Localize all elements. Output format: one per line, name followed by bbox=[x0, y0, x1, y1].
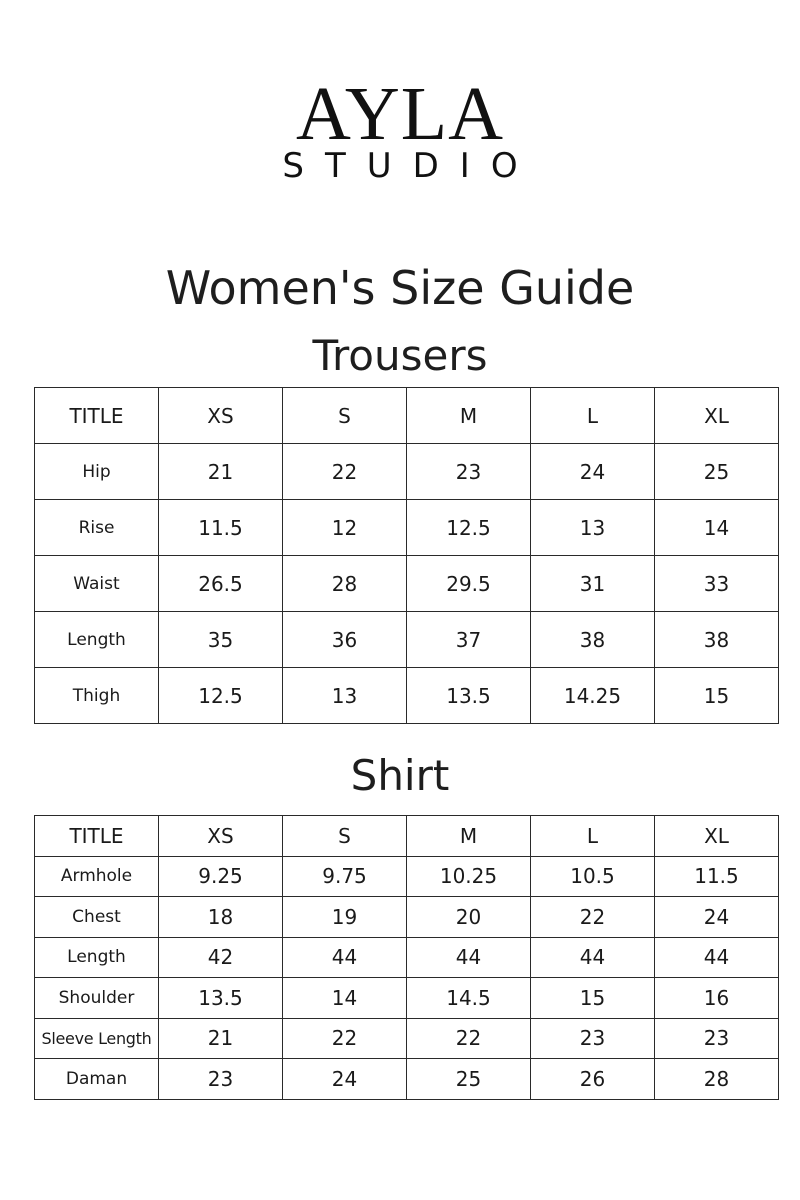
row-label: Daman bbox=[35, 1059, 159, 1100]
shirt-size-table bbox=[34, 815, 779, 1100]
row-label: Hip bbox=[35, 444, 159, 500]
row-label: Chest bbox=[35, 897, 159, 938]
table-cell: 42 bbox=[159, 937, 283, 978]
table-cell: 13 bbox=[283, 668, 407, 724]
table-cell: 23 bbox=[531, 1018, 655, 1059]
table-cell: 21 bbox=[159, 444, 283, 500]
header-cell: L bbox=[531, 816, 655, 857]
trousers-section-title: Trousers bbox=[312, 331, 488, 380]
table-cell: 44 bbox=[283, 937, 407, 978]
table-row bbox=[35, 1018, 779, 1059]
header-cell: TITLE bbox=[35, 388, 159, 444]
table-header-row bbox=[35, 816, 779, 857]
row-label: Length bbox=[35, 612, 159, 668]
table-row bbox=[35, 856, 779, 897]
brand-subtitle: STUDIO bbox=[282, 146, 539, 186]
table-cell: 44 bbox=[531, 937, 655, 978]
table-cell: 38 bbox=[655, 612, 779, 668]
header-cell: XL bbox=[655, 388, 779, 444]
table-cell: 26 bbox=[531, 1059, 655, 1100]
table-cell: 37 bbox=[407, 612, 531, 668]
table-cell: 38 bbox=[531, 612, 655, 668]
row-label: Armhole bbox=[35, 856, 159, 897]
table-cell: 13 bbox=[531, 500, 655, 556]
table-cell: 13.5 bbox=[159, 978, 283, 1019]
row-label: Waist bbox=[35, 556, 159, 612]
row-label: Shoulder bbox=[35, 978, 159, 1019]
table-cell: 44 bbox=[407, 937, 531, 978]
table-row bbox=[35, 937, 779, 978]
table-cell: 21 bbox=[159, 1018, 283, 1059]
table-row bbox=[35, 500, 779, 556]
table-cell: 20 bbox=[407, 897, 531, 938]
table-cell: 22 bbox=[407, 1018, 531, 1059]
table-cell: 12.5 bbox=[159, 668, 283, 724]
table-cell: 16 bbox=[655, 978, 779, 1019]
header-cell: M bbox=[407, 816, 531, 857]
page-title: Women's Size Guide bbox=[165, 261, 635, 315]
brand-name: AYLA bbox=[295, 72, 505, 156]
table-cell: 25 bbox=[655, 444, 779, 500]
row-label: Rise bbox=[35, 500, 159, 556]
table-cell: 22 bbox=[283, 1018, 407, 1059]
header-cell: TITLE bbox=[35, 816, 159, 857]
table-cell: 24 bbox=[283, 1059, 407, 1100]
header-cell: L bbox=[531, 388, 655, 444]
table-cell: 11.5 bbox=[655, 856, 779, 897]
table-cell: 13.5 bbox=[407, 668, 531, 724]
table-cell: 35 bbox=[159, 612, 283, 668]
trousers-size-table bbox=[34, 387, 779, 724]
table-cell: 23 bbox=[407, 444, 531, 500]
table-cell: 29.5 bbox=[407, 556, 531, 612]
table-cell: 31 bbox=[531, 556, 655, 612]
table-row bbox=[35, 897, 779, 938]
shirt-section-title: Shirt bbox=[350, 751, 450, 800]
table-cell: 23 bbox=[655, 1018, 779, 1059]
row-label: Thigh bbox=[35, 668, 159, 724]
table-cell: 10.25 bbox=[407, 856, 531, 897]
table-header-row bbox=[35, 388, 779, 444]
table-cell: 19 bbox=[283, 897, 407, 938]
table-cell: 18 bbox=[159, 897, 283, 938]
table-cell: 24 bbox=[655, 897, 779, 938]
table-cell: 22 bbox=[283, 444, 407, 500]
table-row bbox=[35, 668, 779, 724]
table-cell: 26.5 bbox=[159, 556, 283, 612]
table-row bbox=[35, 444, 779, 500]
table-cell: 15 bbox=[655, 668, 779, 724]
header-cell: S bbox=[283, 388, 407, 444]
table-cell: 33 bbox=[655, 556, 779, 612]
table-cell: 36 bbox=[283, 612, 407, 668]
table-cell: 44 bbox=[655, 937, 779, 978]
header-cell: S bbox=[283, 816, 407, 857]
table-cell: 25 bbox=[407, 1059, 531, 1100]
header-cell: XS bbox=[159, 816, 283, 857]
table-row bbox=[35, 556, 779, 612]
table-cell: 11.5 bbox=[159, 500, 283, 556]
table-cell: 23 bbox=[159, 1059, 283, 1100]
row-label: Length bbox=[35, 937, 159, 978]
table-cell: 12 bbox=[283, 500, 407, 556]
table-cell: 9.25 bbox=[159, 856, 283, 897]
table-cell: 10.5 bbox=[531, 856, 655, 897]
table-cell: 14.25 bbox=[531, 668, 655, 724]
table-row bbox=[35, 978, 779, 1019]
table-cell: 22 bbox=[531, 897, 655, 938]
header-cell: XL bbox=[655, 816, 779, 857]
table-cell: 28 bbox=[655, 1059, 779, 1100]
table-cell: 14 bbox=[655, 500, 779, 556]
table-row bbox=[35, 612, 779, 668]
table-cell: 9.75 bbox=[283, 856, 407, 897]
row-label: Sleeve Length bbox=[35, 1018, 159, 1059]
table-row bbox=[35, 1059, 779, 1100]
header-cell: M bbox=[407, 388, 531, 444]
table-cell: 28 bbox=[283, 556, 407, 612]
table-cell: 14 bbox=[283, 978, 407, 1019]
table-cell: 15 bbox=[531, 978, 655, 1019]
table-cell: 12.5 bbox=[407, 500, 531, 556]
table-cell: 24 bbox=[531, 444, 655, 500]
header-cell: XS bbox=[159, 388, 283, 444]
table-cell: 14.5 bbox=[407, 978, 531, 1019]
